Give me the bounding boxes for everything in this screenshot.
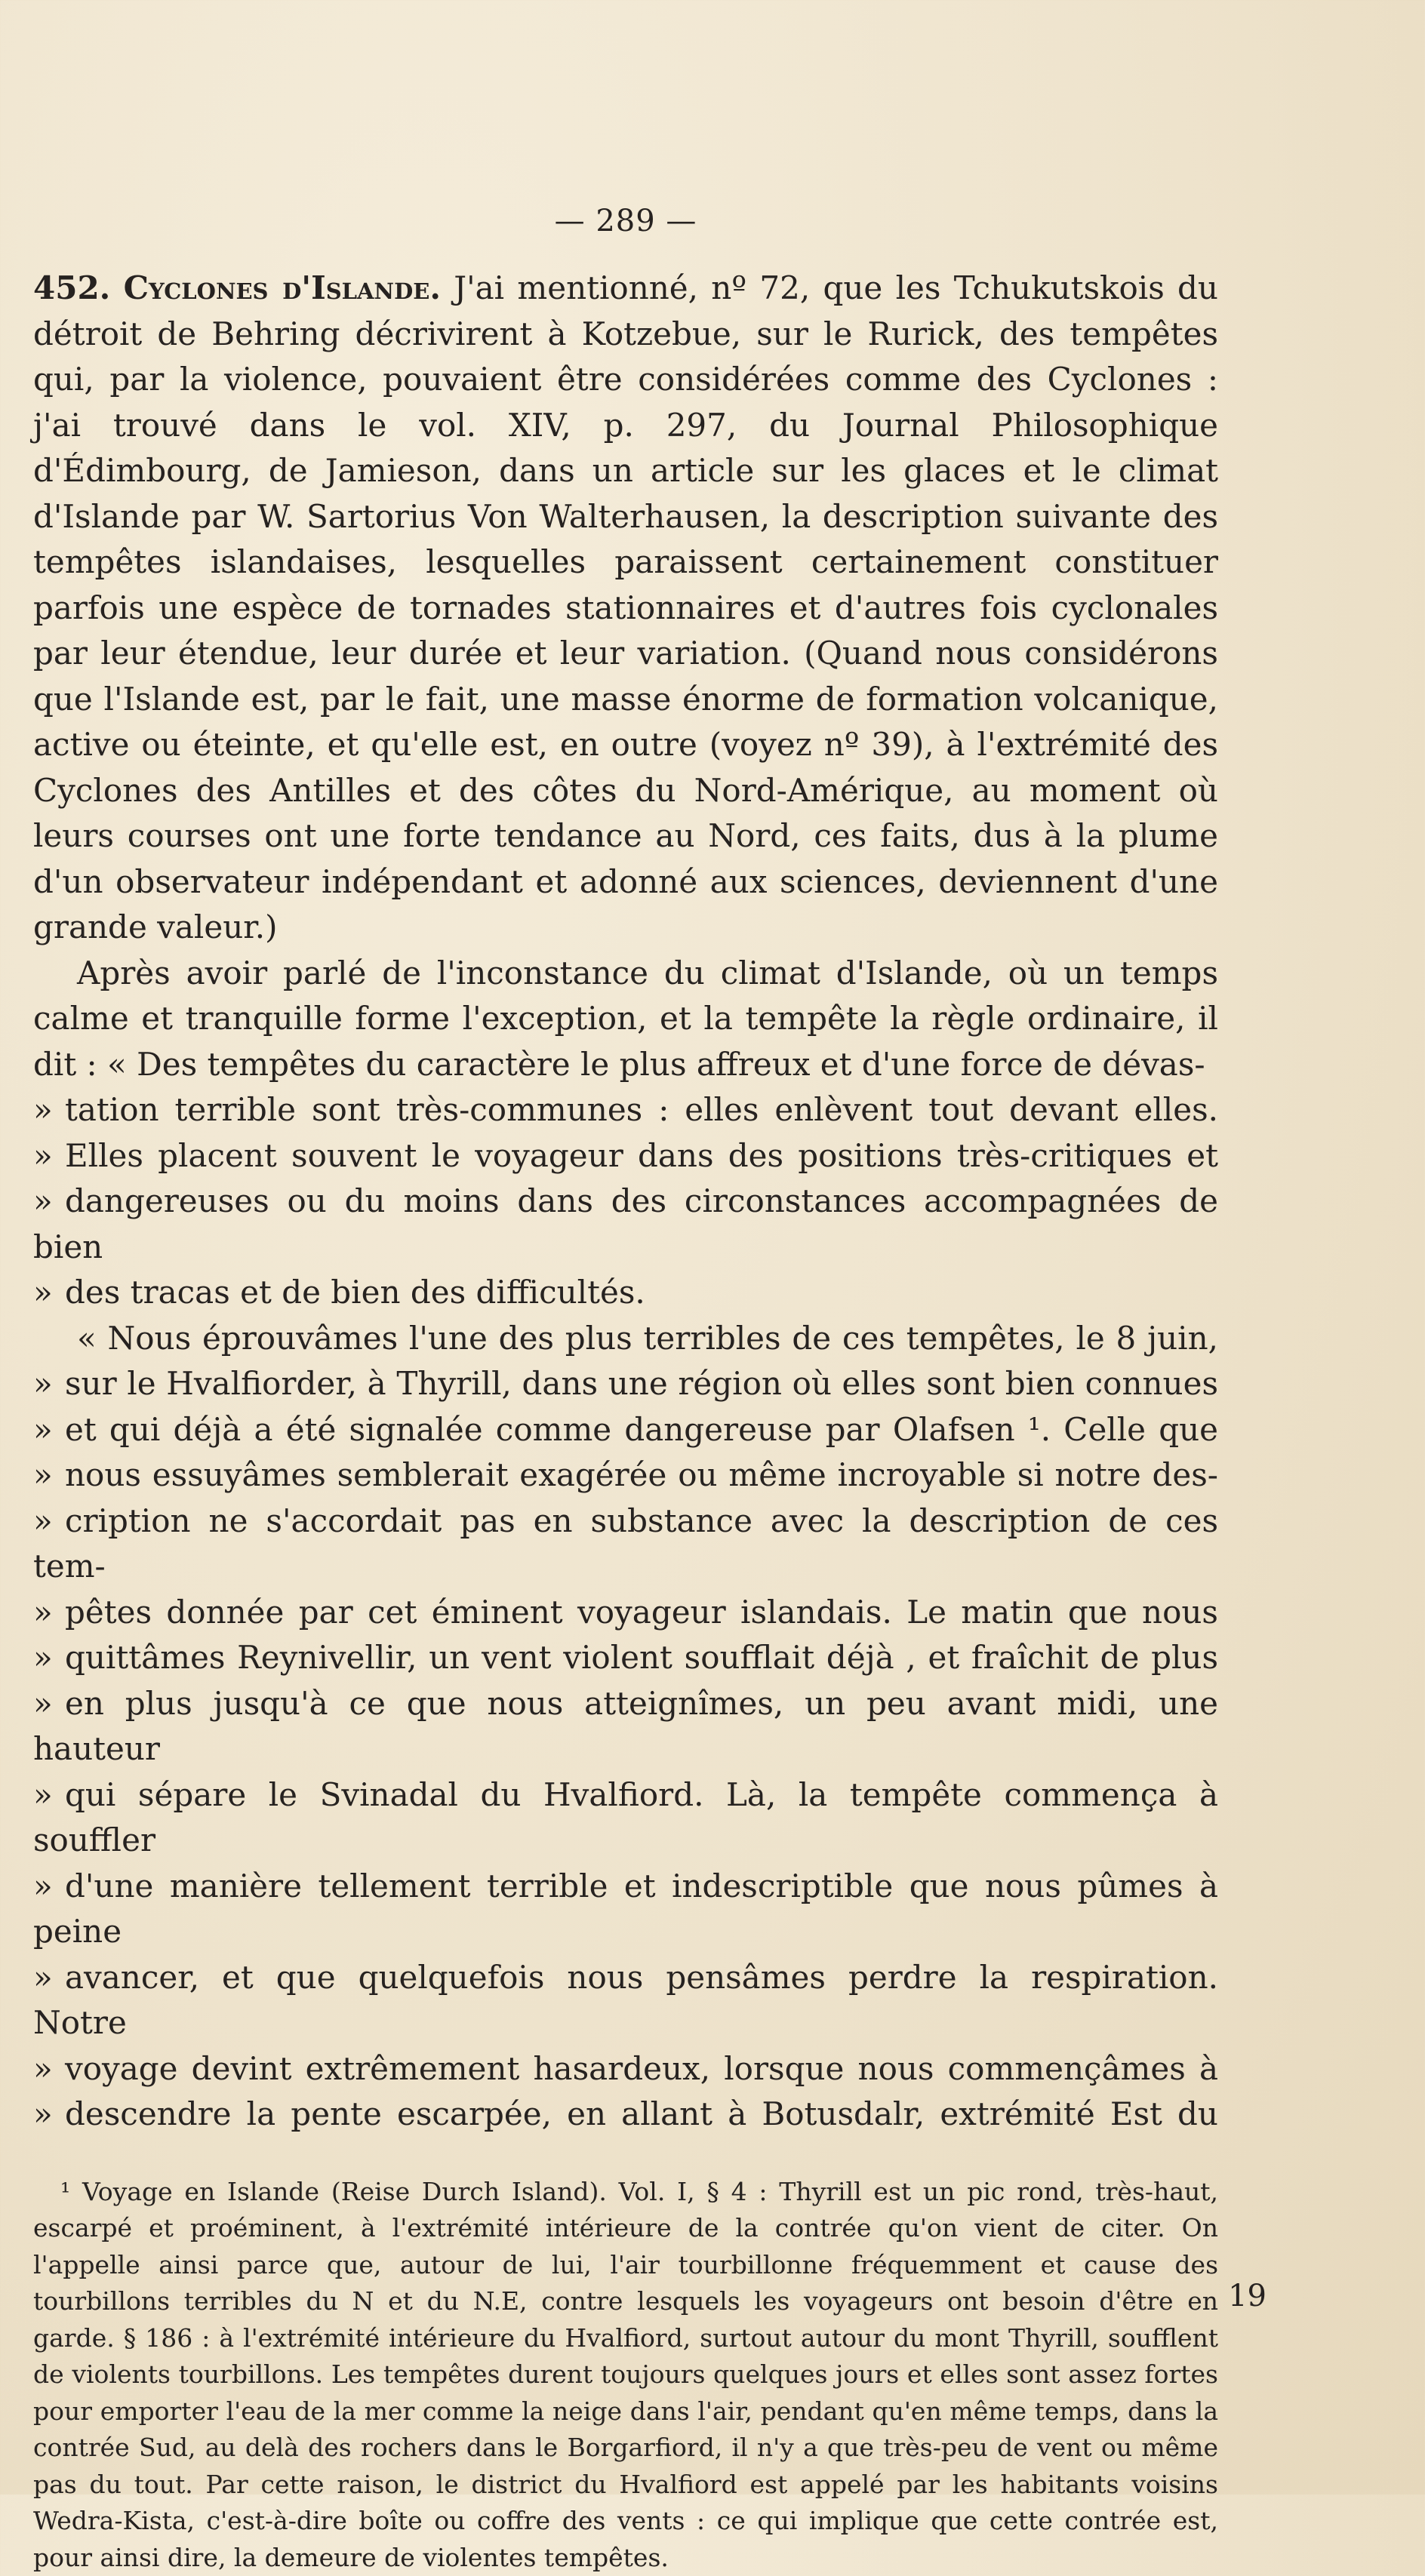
main-text bbox=[33, 266, 1218, 2138]
quote-line: » tation terrible sont très-communes : elles enlèvent tout devant elles. bbox=[33, 1087, 1218, 1133]
quote-line: » cription ne s'accordait pas en substance avec la description de ces tem- bbox=[33, 1499, 1218, 1590]
quote-block-1 bbox=[33, 1087, 1218, 1316]
quote-block-2 bbox=[33, 1316, 1218, 2138]
section-title: Cyclones d'Islande. bbox=[124, 269, 441, 306]
section-number: 452. bbox=[33, 269, 110, 306]
page-number: — 289 — bbox=[33, 204, 1218, 238]
quote-line: » d'une manière tellement terrible et indescriptible que nous pûmes à peine bbox=[33, 1864, 1218, 1955]
quote-line: » descendre la pente escarpée, en allant à Botusdalr, extrémité Est du bbox=[33, 2092, 1218, 2138]
quote-line: » Elles placent souvent le voyageur dans des positions très-critiques et bbox=[33, 1133, 1218, 1179]
quote-line: » avancer, et que quelquefois nous pensâmes perdre la respiration. Notre bbox=[33, 1955, 1218, 2046]
quote-line: » sur le Hvalfiorder, à Thyrill, dans une région où elles sont bien connues bbox=[33, 1361, 1218, 1407]
page bbox=[33, 204, 1218, 2576]
quote-line: » en plus jusqu'à ce que nous atteignîmes, un peu avant midi, une hauteur bbox=[33, 1681, 1218, 1772]
footnote-1: ¹ Voyage en Islande (Reise Durch Island). Vol. I, § 4 : Thyrill est un pic rond, très-haut, escarpé et proéminent, à l'extrémité intérieure de la contrée qu'on vient de citer. On l'appelle ainsi parce que, autour de lui, l'air tourbillonne fréquemment et cause des tourbillons terribles du N et du N.E, contre lesquels les voyageurs ont besoin d'être en garde. § 186 : à l'extrémité intérieure du Hvalfiord, surtout autour du mont Thyrill, soufflent de violents tourbillons. Les tempêtes durent toujours quelques jours et elles sont assez fortes pour emporter l'eau de la mer comme la neige dans l'air, pendant qu'en même temps, dans la contrée Sud, au delà des rochers dans le Borgarfiord, il n'y a que très-peu de vent ou même pas du tout. Par cette raison, le district du Hvalfiord est appelé par les habitants voisins Wedra-Kista, c'est-à-dire boîte ou coffre des vents : ce qui implique que cette contrée est, pour ainsi dire, la demeure de violentes tempêtes. bbox=[33, 2174, 1218, 2576]
separator-space bbox=[33, 2138, 1218, 2174]
quote-line: » nous essuyâmes semblerait exagérée ou même incroyable si notre des- bbox=[33, 1452, 1218, 1499]
quote-line: » quittâmes Reynivellir, un vent violent soufflait déjà , et fraîchit de plus bbox=[33, 1635, 1218, 1681]
quote-line: » des tracas et de bien des difficultés. bbox=[33, 1270, 1218, 1316]
footnotes bbox=[33, 2174, 1218, 2576]
paragraph-2: Après avoir parlé de l'inconstance du climat d'Islande, où un temps calme et tranquille forme l'exception, et la tempête la règle ordinaire, il dit : « Des tempêtes du caractère le plus affreux et d'une force de dévas- bbox=[33, 951, 1218, 1088]
section-paragraph bbox=[33, 266, 1218, 951]
quote-line: » voyage devint extrêmement hasardeux, lorsque nous commençâmes à bbox=[33, 2046, 1218, 2092]
quote-line: » dangereuses ou du moins dans des circonstances accompagnées de bien bbox=[33, 1179, 1218, 1270]
signature-mark: 19 bbox=[1228, 2279, 1266, 2313]
section-intro: J'ai mentionné, nº 72, que les Tchukutskois du détroit de Behring décrivirent à Kotzebue, sur le Rurick, des tempêtes qui, par la violence, pouvaient être considérées comme des Cyclones : j'ai trouvé dans le vol. XIV, p. 297, du Journal Philosophique d'Édimbourg, de Jamieson, dans un article sur les glaces et le climat d'Islande par W. Sartorius Von Walterhausen, la description suivante des tempêtes islandaises, lesquelles paraissent certainement constituer parfois une espèce de tornades stationnaires et d'autres fois cyclonales par leur étendue, leur durée et leur variation. (Quand nous considérons que l'Islande est, par le fait, une masse énorme de formation volcanique, active ou éteinte, et qu'elle est, en outre (voyez nº 39), à l'extrémité des Cyclones des Antilles et des côtes du Nord-Amérique, au moment où leurs courses ont une forte tendance au Nord, ces faits, dus à la plume d'un observateur indépendant et adonné aux sciences, deviennent d'une grande valeur.) bbox=[33, 269, 1218, 945]
quote-line-first: « Nous éprouvâmes l'une des plus terribles de ces tempêtes, le 8 juin, bbox=[33, 1316, 1218, 1362]
quote-line: » et qui déjà a été signalée comme dangereuse par Olafsen ¹. Celle que bbox=[33, 1407, 1218, 1453]
quote-line: » qui sépare le Svinadal du Hvalfiord. Là, la tempête commença à souffler bbox=[33, 1772, 1218, 1864]
quote-line: » pêtes donnée par cet éminent voyageur islandais. Le matin que nous bbox=[33, 1590, 1218, 1636]
